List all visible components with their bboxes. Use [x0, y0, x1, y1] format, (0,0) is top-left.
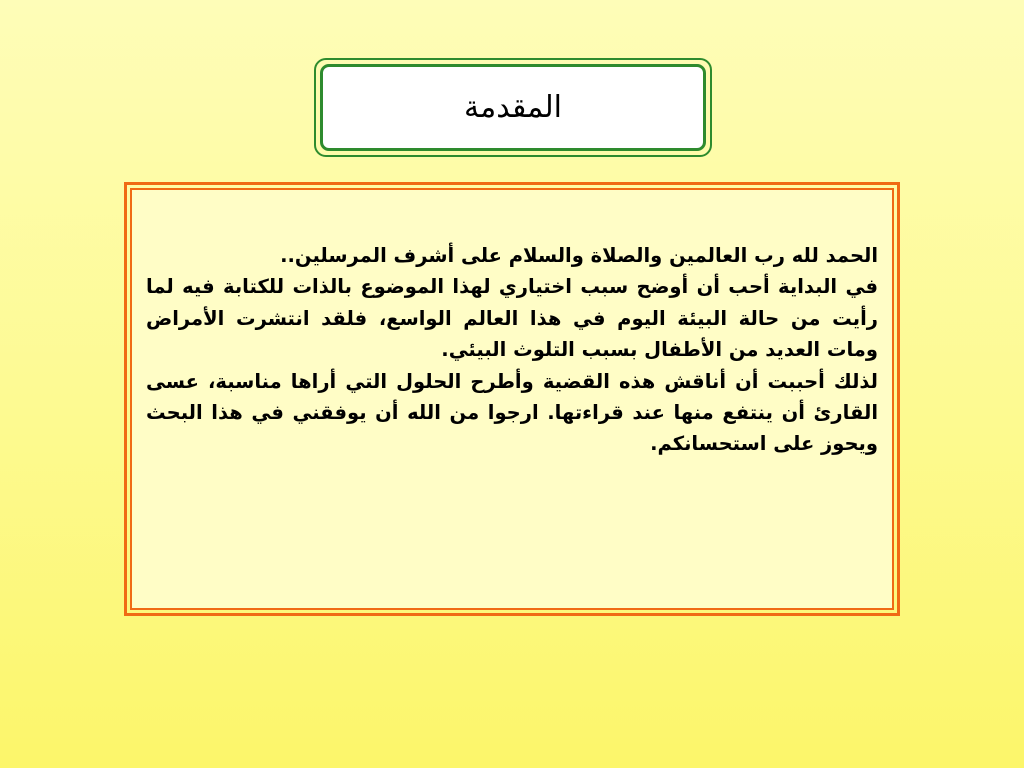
- paragraph-reason: في البداية أحب أن أوضح سبب اختياري لهذا الموضوع بالذات للكتابة فيه لما رأيت من حالة البيئة اليوم في هذا العالم الواسع، فلقد انتشرت الأمراض ومات العديد من الأطفال بسبب التلوث البيئي.: [146, 275, 878, 362]
- title-box: [314, 58, 712, 157]
- slide-title: المقدمة: [464, 89, 562, 125]
- content-box: [124, 182, 900, 616]
- paragraph-purpose: لذلك أحببت أن أناقش هذه القضية وأطرح الحلول التي أراها مناسبة، عسى القارئ أن ينتفع منها عند قراءتها. ارجوا من الله أن يوفقني في هذا البحث ويحوز على استحسانكم.: [146, 369, 878, 456]
- content-text: [146, 240, 878, 460]
- content-box-inner: [130, 188, 894, 610]
- title-box-inner: [320, 64, 706, 151]
- paragraph-greeting: الحمد لله رب العالمين والصلاة والسلام على أشرف المرسلين..: [280, 244, 878, 267]
